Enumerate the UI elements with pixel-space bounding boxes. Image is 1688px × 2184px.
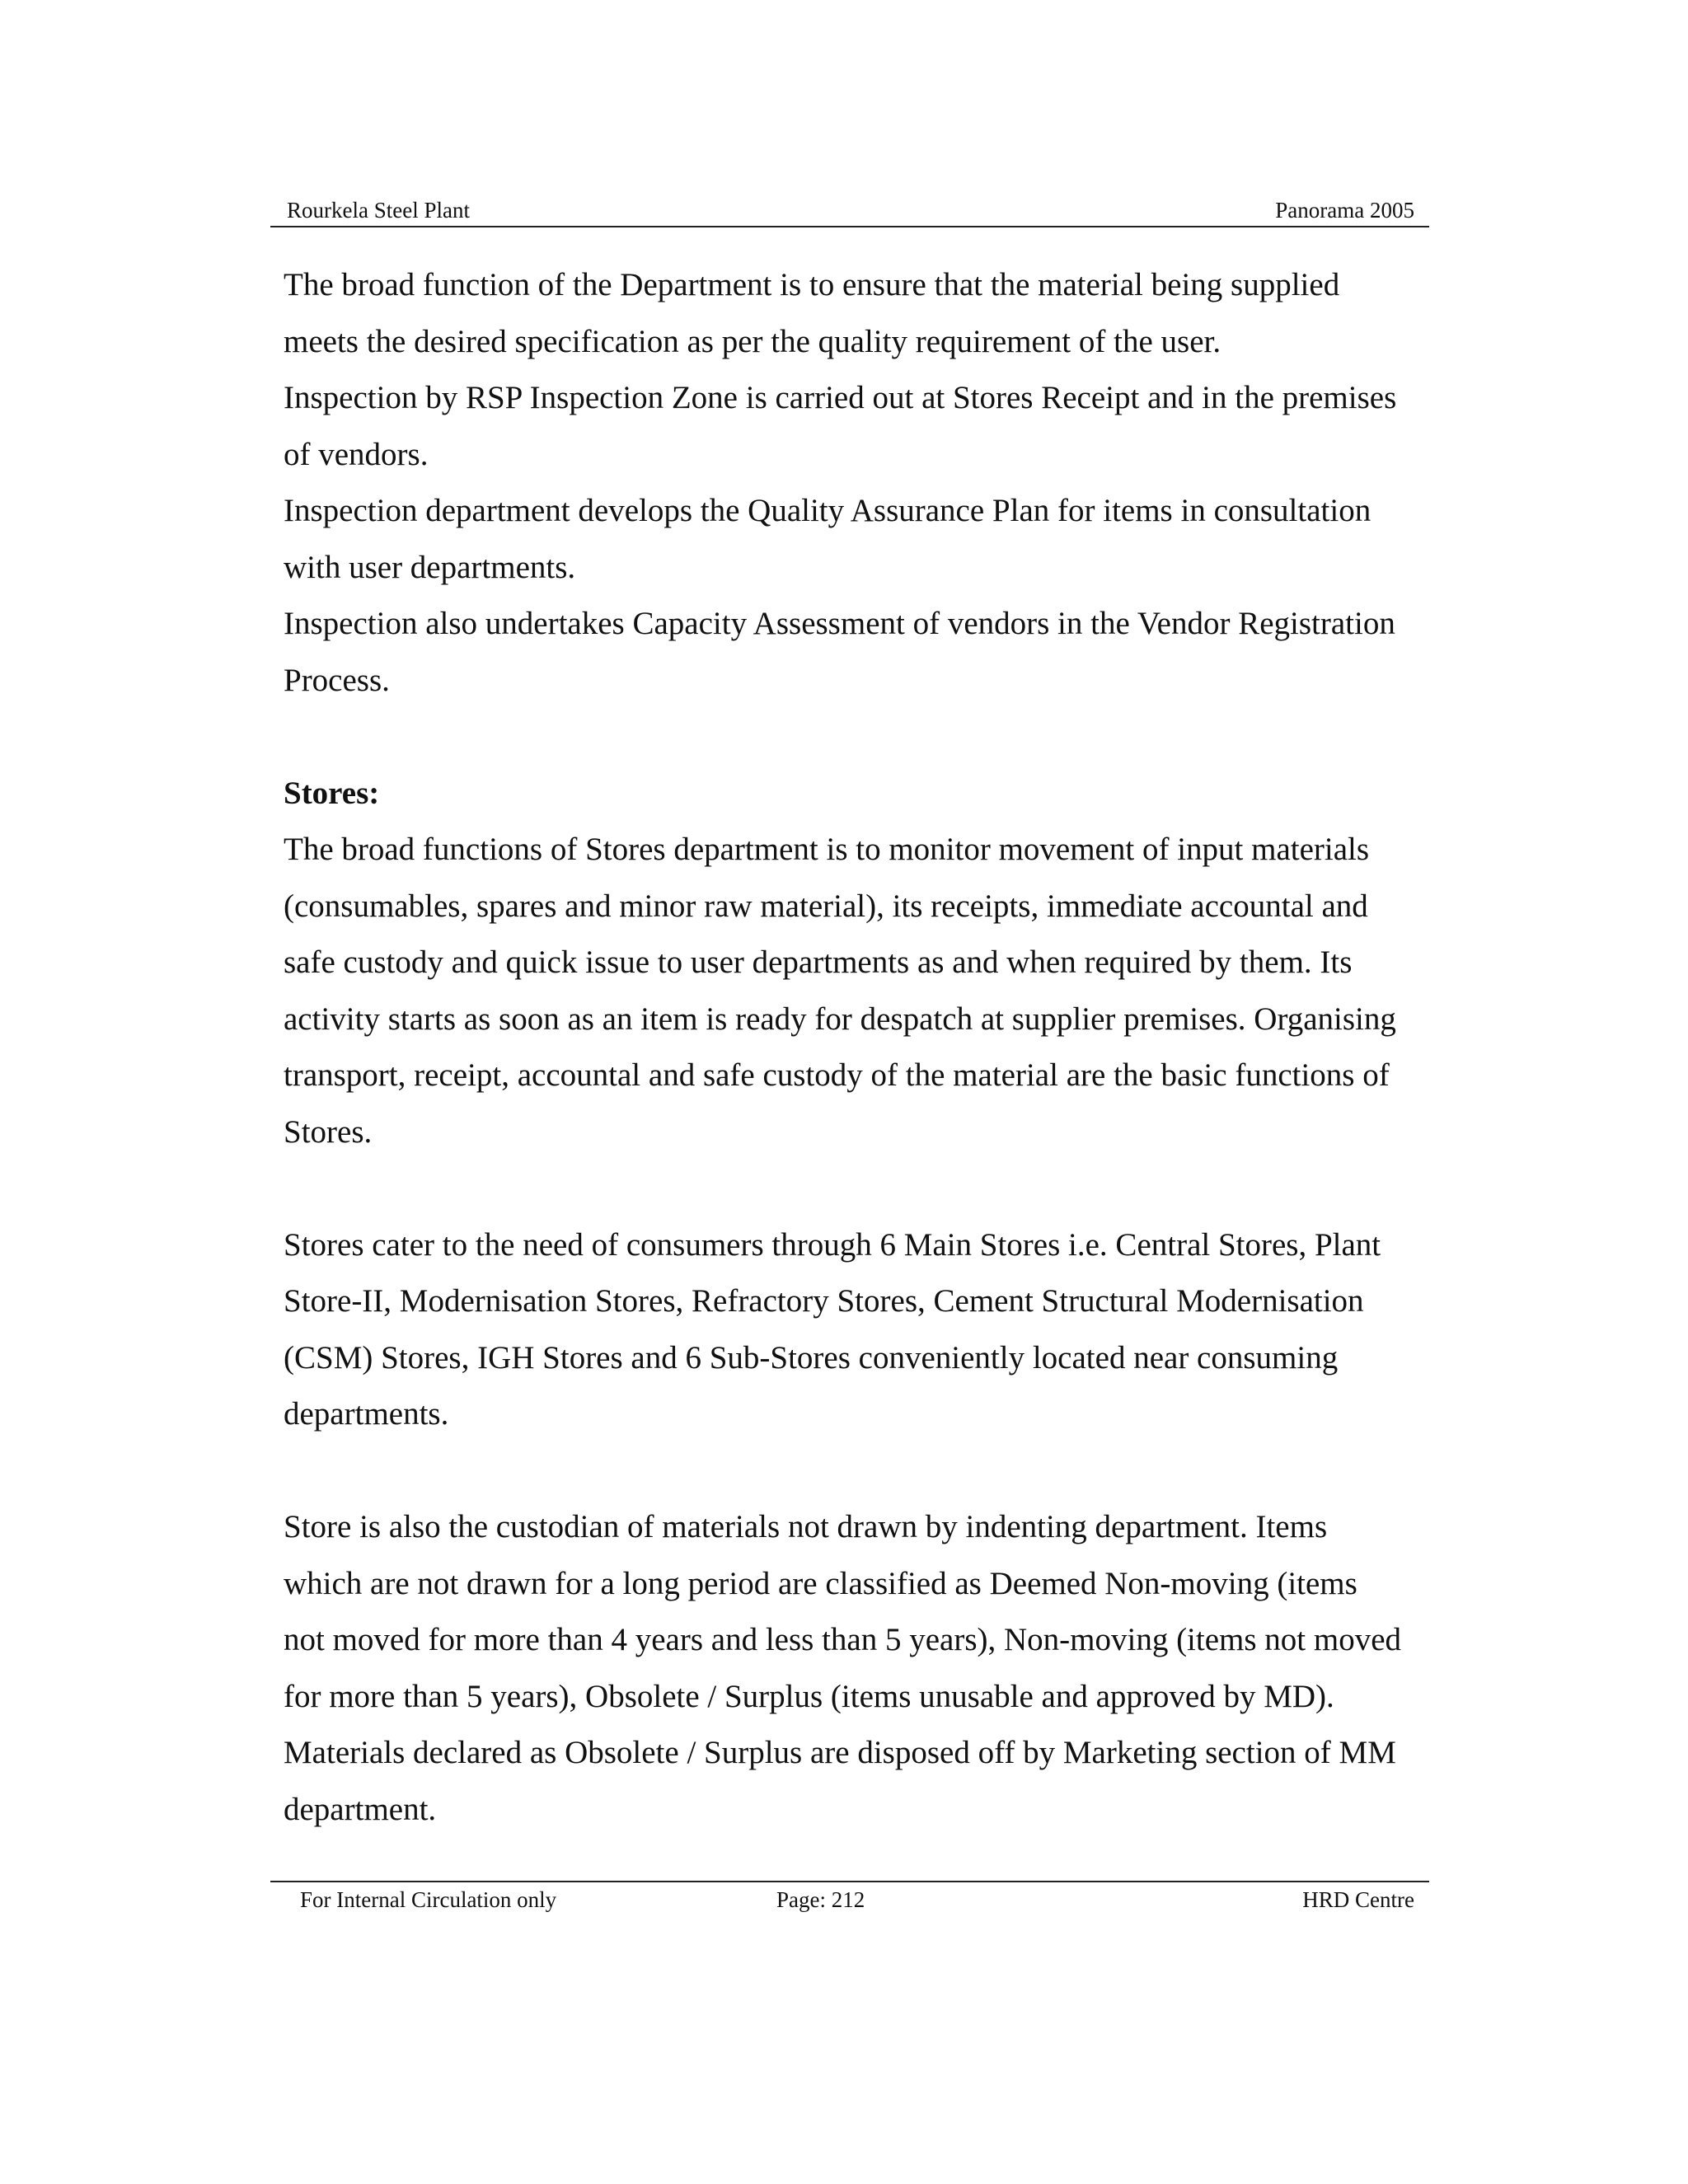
paragraph-capacity-assessment [284,596,1421,709]
paragraph-custodian [284,1499,1421,1838]
paragraph-department-function [284,257,1421,370]
document-body [284,257,1421,1838]
text-line: Process. [284,662,390,698]
paragraph-inspection-zone [284,370,1421,483]
text-line: (CSM) Stores, IGH Stores and 6 Sub-Stores conveniently located near consuming [284,1339,1339,1376]
text-line: department. [284,1791,437,1827]
text-line: (consumables, spares and minor raw material), its receipts, immediate accountal and [284,888,1368,924]
text-line: Store-II, Modernisation Stores, Refractory Stores, Cement Structural Modernisation [284,1283,1364,1319]
header-publication: Panorama 2005 [1275,198,1414,223]
text-line: not moved for more than 4 years and less than 5 years), Non-moving (items not moved [284,1622,1402,1657]
text-line: Inspection department develops the Quality Assurance Plan for items in consultation [284,493,1372,528]
paragraph-stores-function [284,822,1421,1160]
text-line: The broad function of the Department is to ensure that the material being supplied [284,267,1340,302]
text-line: Materials declared as Obsolete / Surplus are disposed off by Marketing section of MM [284,1735,1396,1770]
text-line: meets the desired specification as per the quality requirement of the user. [284,323,1221,359]
text-line: activity starts as soon as an item is ready for despatch at supplier premises. Organising [284,1001,1396,1037]
text-line: Inspection by RSP Inspection Zone is carried out at Stores Receipt and in the premises [284,380,1397,415]
text-line: departments. [284,1396,449,1432]
paragraph-spacer [284,709,1421,766]
page-footer [270,1881,1429,1915]
header-organization: Rourkela Steel Plant [287,198,470,223]
paragraph-quality-assurance [284,483,1421,596]
paragraph-spacer [284,1443,1421,1500]
text-line: with user departments. [284,549,576,585]
paragraph-main-stores [284,1217,1421,1443]
text-line: safe custody and quick issue to user departments as and when required by them. Its [284,944,1353,980]
paragraph-spacer [284,1160,1421,1217]
footer-page-number: Page: 212 [776,1887,865,1912]
text-line: Store is also the custodian of materials not drawn by indenting department. Items [284,1509,1328,1544]
text-line: The broad functions of Stores department is to monitor movement of input materials [284,832,1370,867]
text-line: transport, receipt, accountal and safe custody of the material are the basic functions of [284,1057,1390,1093]
section-heading-stores: Stores: [284,775,380,811]
text-line: Inspection also undertakes Capacity Assessment of vendors in the Vendor Registration [284,606,1395,641]
text-line: of vendors. [284,436,429,472]
footer-circulation-note: For Internal Circulation only [300,1887,557,1912]
text-line: which are not drawn for a long period are classified as Deemed Non-moving (items [284,1565,1357,1601]
text-line: Stores cater to the need of consumers through 6 Main Stores i.e. Central Stores, Plant [284,1226,1381,1263]
text-line: Stores. [284,1113,373,1150]
page-header [270,196,1429,227]
text-line: for more than 5 years), Obsolete / Surplus (items unusable and approved by MD). [284,1678,1334,1714]
footer-department: HRD Centre [1302,1887,1414,1912]
